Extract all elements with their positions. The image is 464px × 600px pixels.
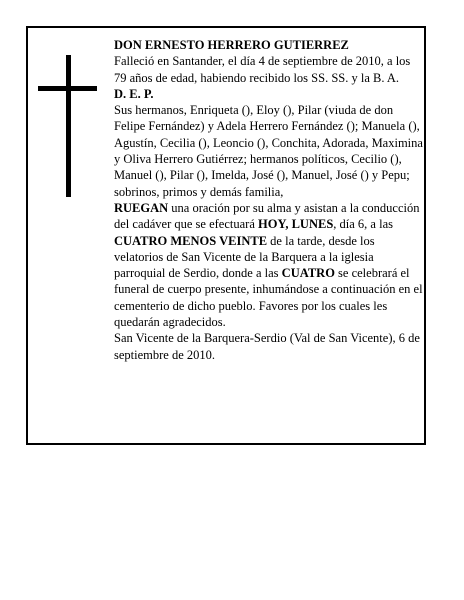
cross-icon-bar xyxy=(38,86,97,91)
request-text-4: se celebrará el funeral de cuerpo presente, inhumándose a continuación en el cementerio de dicho pueblo. Favores por los cuales les quedarán agradecidos. xyxy=(114,266,423,330)
death-line-2: 79 años de edad, habiendo recibido los SS. SS. y la B. A. xyxy=(114,70,400,85)
day-label: HOY, LUNES xyxy=(258,217,334,232)
ruegan-label: RUEGAN xyxy=(114,200,169,215)
deceased-name: DON ERNESTO HERRERO GUTIERREZ xyxy=(114,38,349,52)
time-label-2: CUATRO xyxy=(281,266,335,281)
death-line-1: Falleció en Santander, el día 4 de septiembre de 2010, a los xyxy=(114,54,411,69)
request-text-3: de la tarde, desde los velatorios de San Vicente de la Barquera a la iglesia parroquial de Serdio, donde a las xyxy=(114,233,375,281)
time-label: CUATRO MENOS VEINTE xyxy=(114,233,268,248)
family-list: Sus hermanos, Enriqueta (), Eloy (), Pilar (viuda de don Felipe Fernández) y Adela Herrero Fernández (); Manuela (), Agustín, Cecilia (), Leoncio (), Conchita, Adorada, Maximina y Oliva Herrero Gutiérrez; hermanos políticos, Cecilio (), Manuel (), Pilar (), Imelda, José (), Manuel, José () y Pepu; sobrinos, primos y demás familia, xyxy=(114,103,423,199)
obituary-text xyxy=(114,37,424,363)
place-date: San Vicente de la Barquera-Serdio (Val de San Vicente), 6 de septiembre de 2010. xyxy=(114,331,420,362)
dep-label: D. E. P. xyxy=(114,86,154,101)
request-text-2: , día 6, a las xyxy=(333,217,393,232)
request-text-1: una oración por su alma y asistan a la conducción del cadáver que se efectuará xyxy=(114,200,420,232)
cross-icon xyxy=(66,55,71,197)
request-paragraph xyxy=(114,200,424,330)
